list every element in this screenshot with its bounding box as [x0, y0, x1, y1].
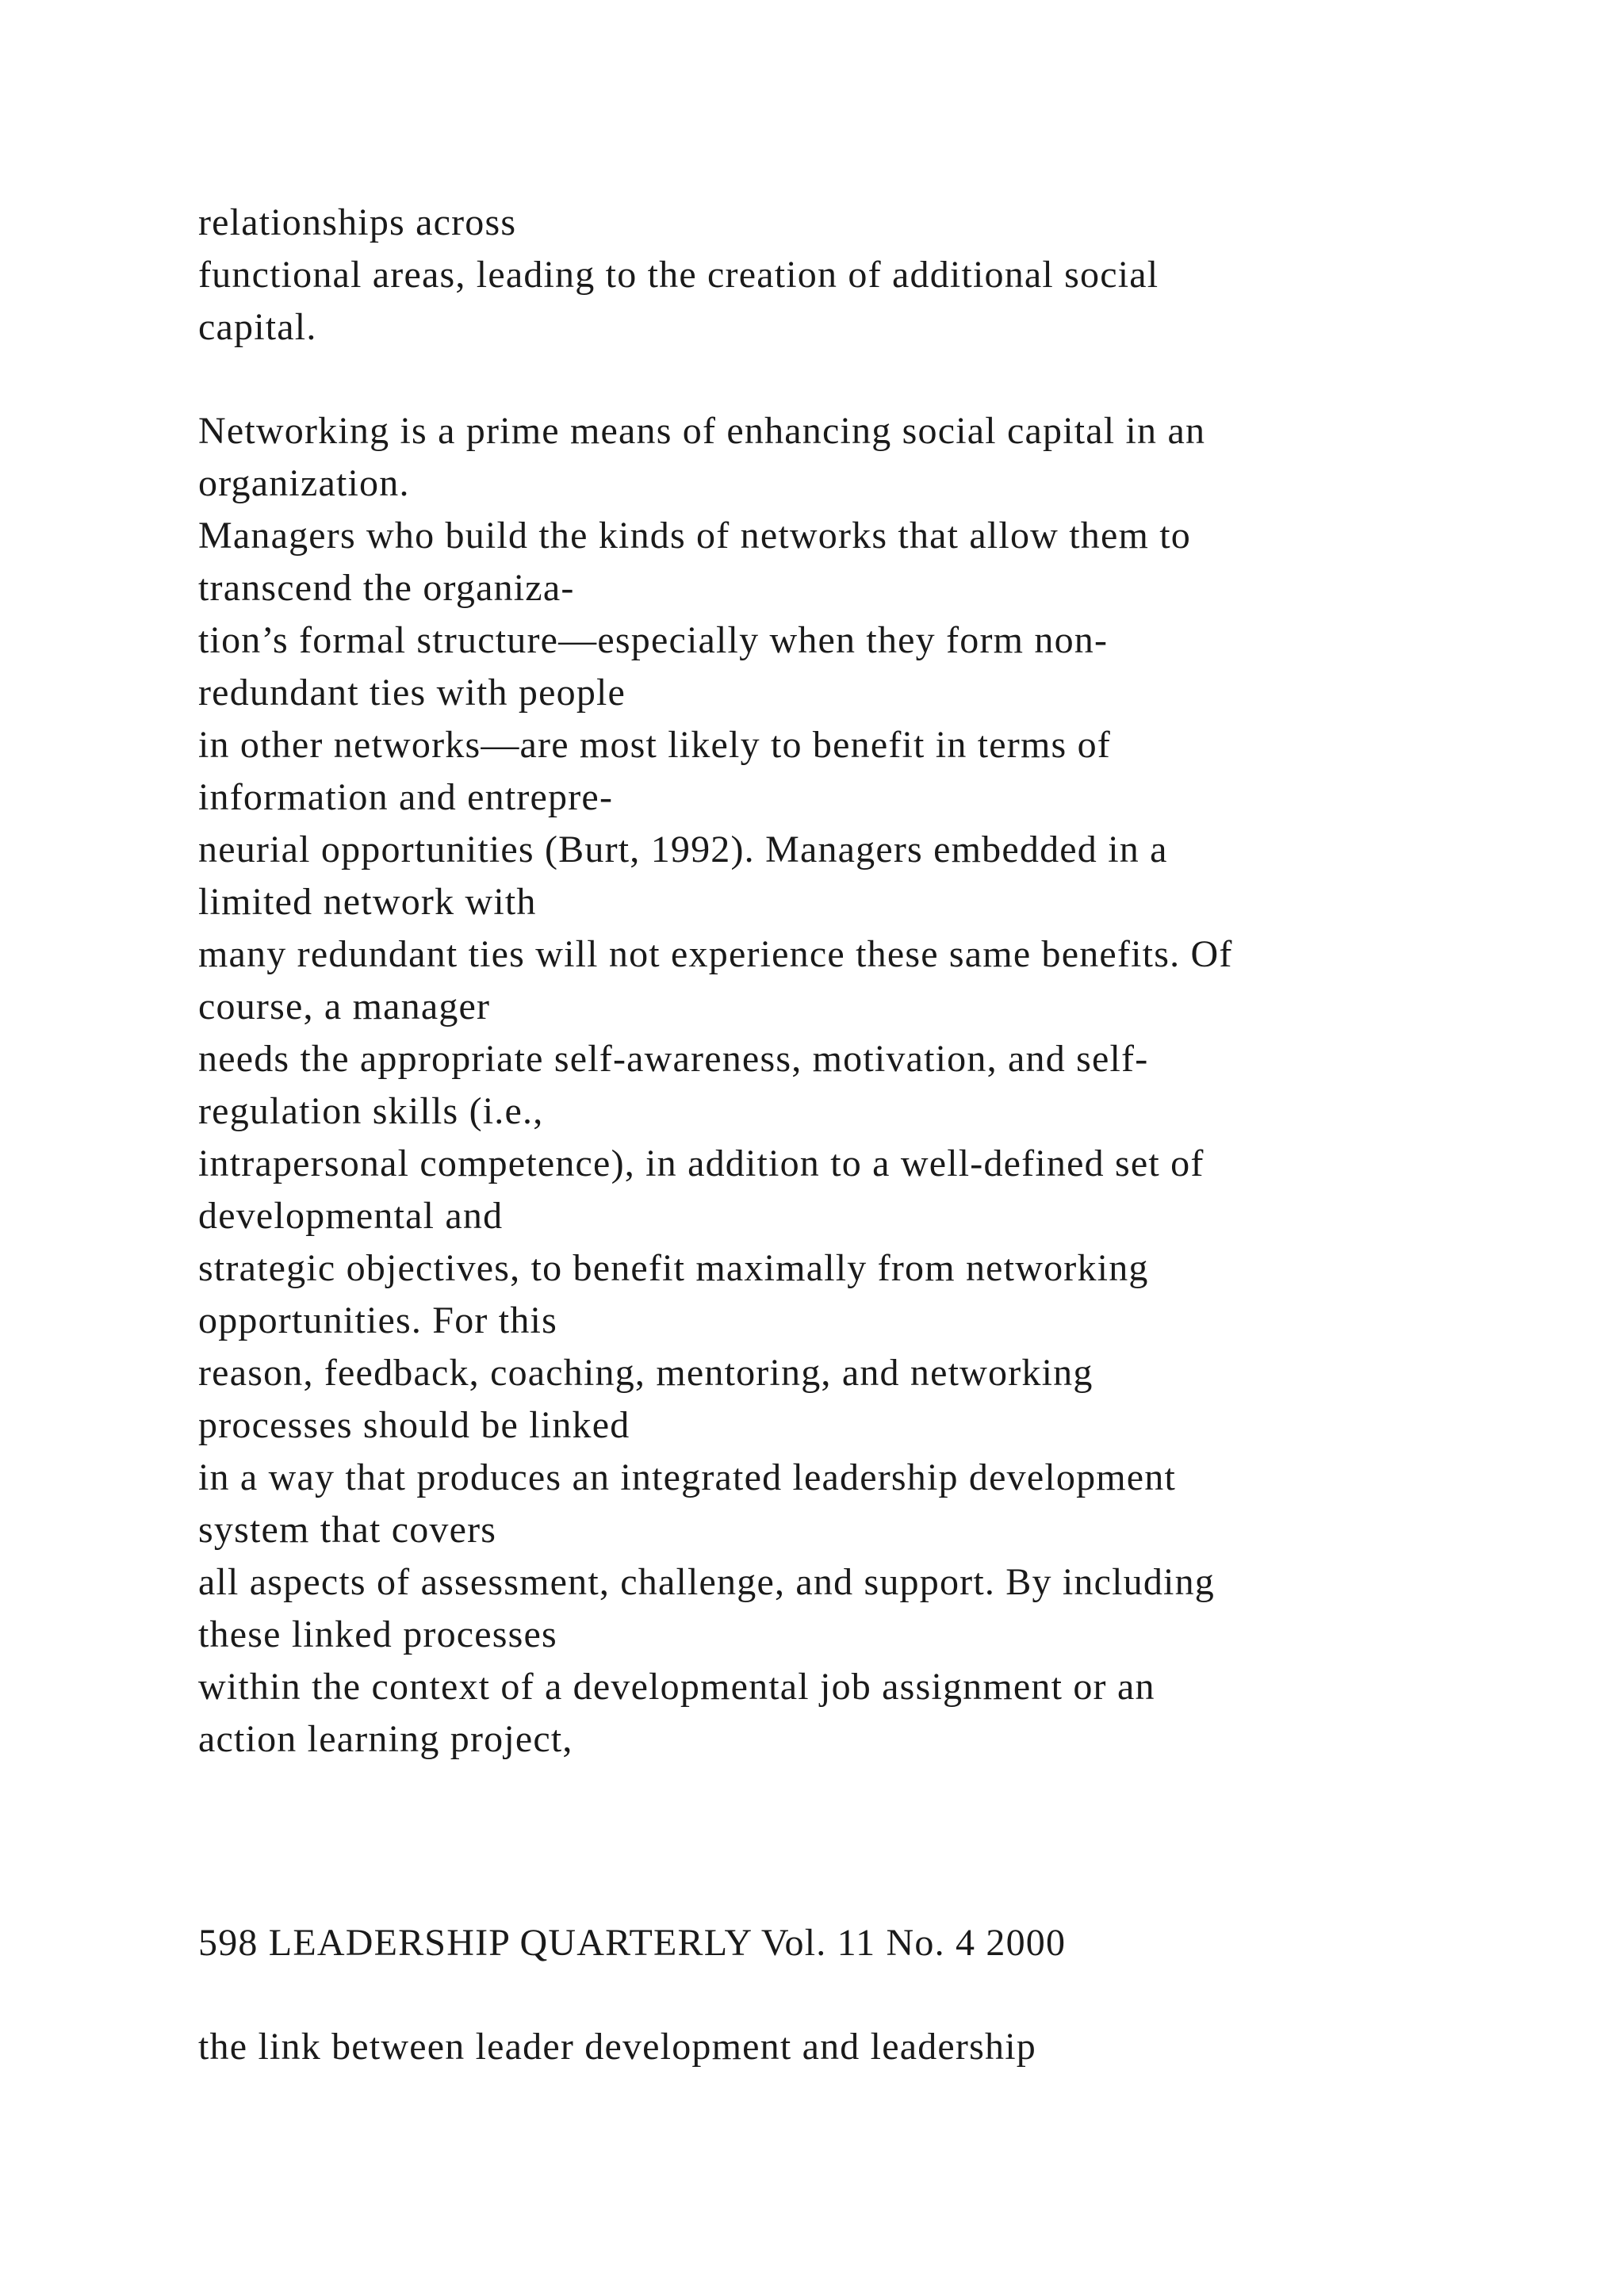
text-line: neurial opportunities (Burt, 1992). Managers embedded in a: [198, 828, 1168, 871]
text-line: in a way that produces an integrated leadership development: [198, 1456, 1177, 1498]
text-line: needs the appropriate self-awareness, motivation, and self-: [198, 1038, 1149, 1080]
text-line: capital.: [198, 306, 317, 348]
text-line: reason, feedback, coaching, mentoring, and networking: [198, 1352, 1094, 1394]
text-line: action learning project,: [198, 1718, 573, 1760]
text-line: intrapersonal competence), in addition to a well-defined set of: [198, 1142, 1205, 1184]
text-line: redundant ties with people: [198, 672, 626, 714]
text-line: the link between leader development and leadership: [198, 2026, 1036, 2068]
text-line: all aspects of assessment, challenge, and support. By including: [198, 1561, 1215, 1603]
text-line: opportunities. For this: [198, 1299, 557, 1341]
text-line: limited network with: [198, 881, 537, 923]
text-line: Managers who build the kinds of networks that allow them to: [198, 515, 1191, 557]
text-line: tion’s formal structure—especially when they form non-: [198, 619, 1109, 661]
text-line: processes should be linked: [198, 1404, 630, 1446]
paragraph-leader-development: [198, 2021, 1546, 2073]
running-head-text: 598 LEADERSHIP QUARTERLY Vol. 11 No. 4 2000: [198, 1922, 1067, 1964]
text-line: organization.: [198, 462, 410, 504]
text-line: regulation skills (i.e.,: [198, 1090, 544, 1132]
text-line: information and entrepre-: [198, 776, 614, 818]
running-head: [198, 1917, 1546, 1969]
text-line: Networking is a prime means of enhancing social capital in an: [198, 410, 1206, 452]
text-line: relationships across: [198, 201, 517, 243]
text-line: system that covers: [198, 1509, 497, 1551]
text-line: course, a manager: [198, 985, 491, 1027]
paragraph-networking: [198, 405, 1546, 1766]
text-line: within the context of a developmental job assignment or an: [198, 1666, 1155, 1708]
text-line: many redundant ties will not experience these same benefits. Of: [198, 933, 1233, 975]
paragraph-social-capital: [198, 197, 1546, 354]
text-line: these linked processes: [198, 1613, 557, 1655]
text-line: developmental and: [198, 1195, 504, 1237]
text-line: in other networks—are most likely to benefit in terms of: [198, 724, 1111, 766]
text-line: transcend the organiza-: [198, 567, 575, 609]
text-line: strategic objectives, to benefit maximally from networking: [198, 1247, 1149, 1289]
text-line: functional areas, leading to the creation of additional social: [198, 254, 1159, 296]
